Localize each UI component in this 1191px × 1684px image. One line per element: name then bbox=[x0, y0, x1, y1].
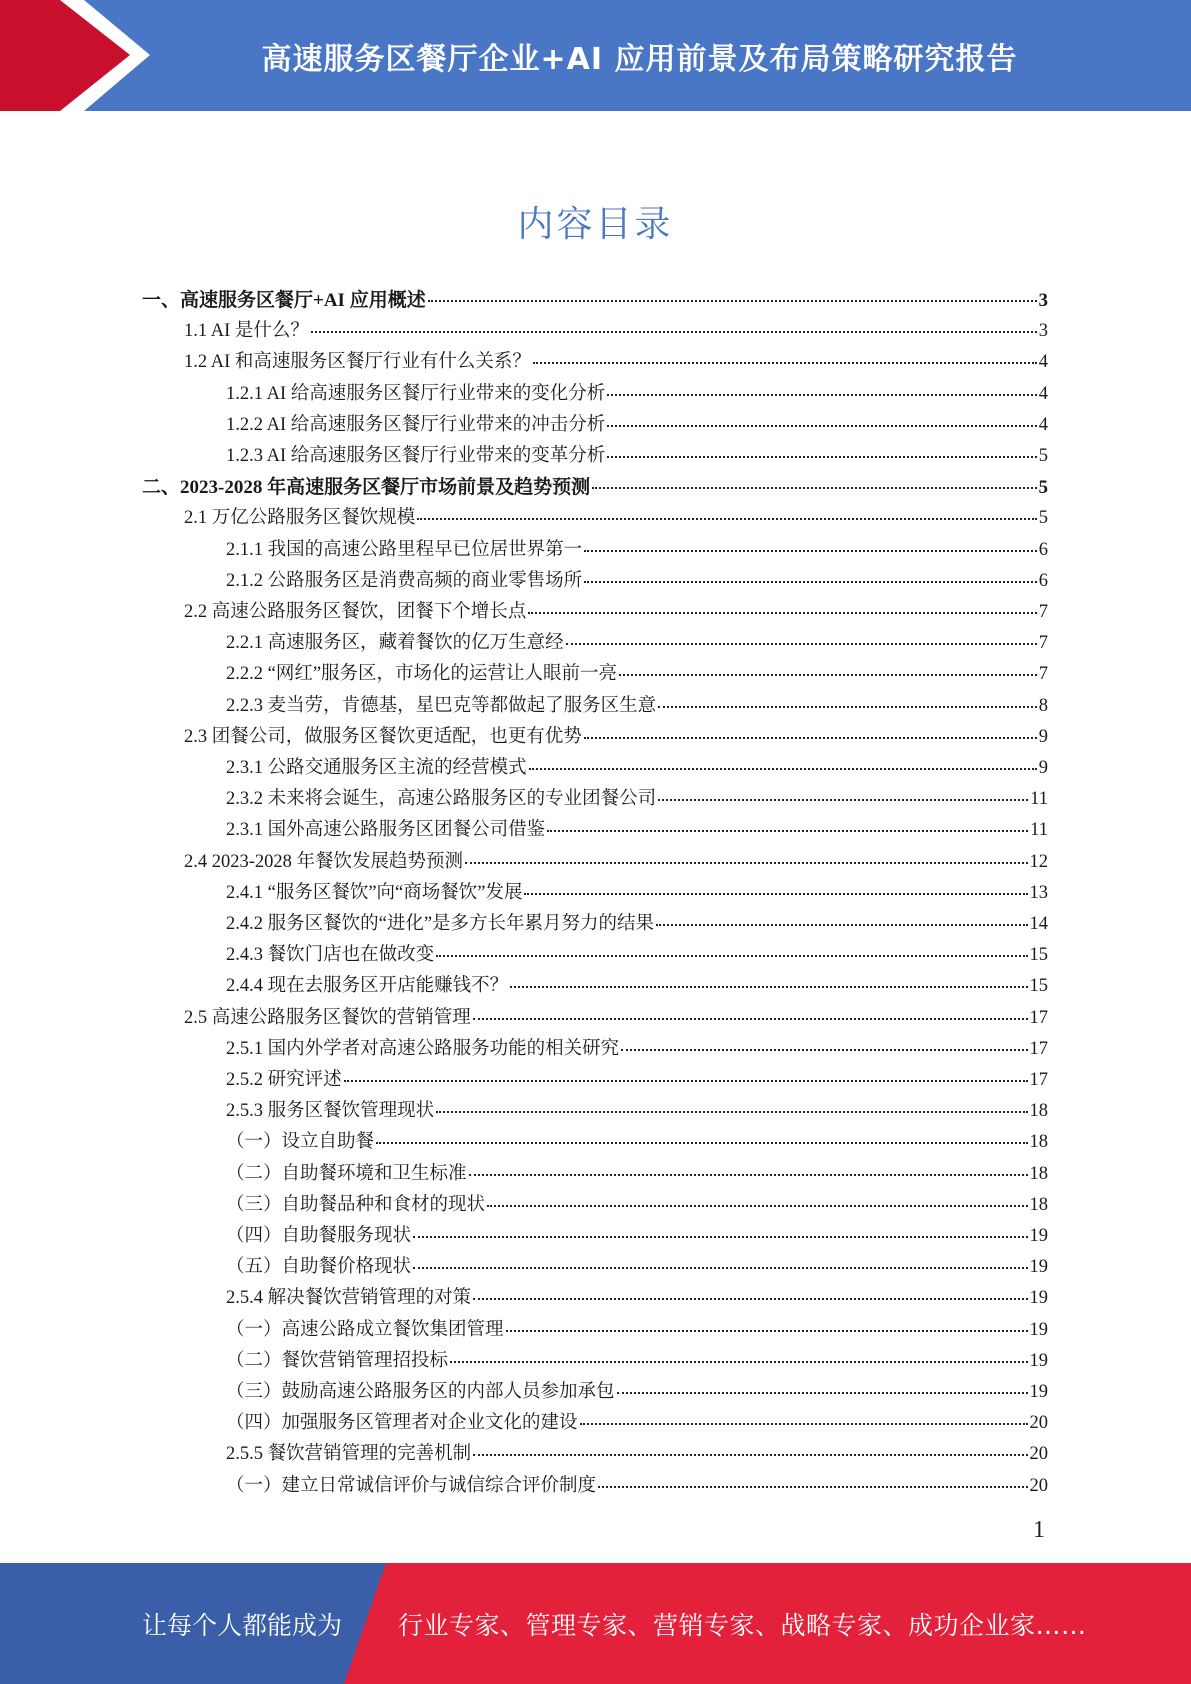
toc-entry-page: 20 bbox=[1029, 1475, 1048, 1496]
toc-entry-page: 15 bbox=[1029, 945, 1048, 966]
toc-entry-page: 19 bbox=[1029, 1382, 1048, 1402]
toc-entry[interactable] bbox=[226, 1221, 1048, 1252]
toc-entry-page: 18 bbox=[1029, 1132, 1048, 1153]
toc-entry-page: 19 bbox=[1029, 1319, 1048, 1340]
toc-entry-page: 7 bbox=[1038, 664, 1048, 685]
toc-entry[interactable] bbox=[226, 1190, 1048, 1221]
toc-entry-label: 2.2 高速公路服务区餐饮，团餐下个增长点 bbox=[184, 602, 527, 622]
toc-entry-label: 2.4.3 餐饮门店也在做改变 bbox=[226, 945, 435, 966]
toc-entry-page: 6 bbox=[1038, 539, 1048, 560]
report-title: 高速服务区餐厅企业+AI 应用前景及布局策略研究报告 bbox=[261, 41, 1018, 77]
toc-entry[interactable] bbox=[226, 410, 1048, 441]
toc-dot-leader bbox=[473, 1018, 1028, 1020]
toc-entry-page: 19 bbox=[1029, 1350, 1048, 1371]
toc-entry-label: 2.5.1 国内外学者对高速公路服务功能的相关研究 bbox=[226, 1038, 620, 1059]
toc-entry-label: （三）鼓励高速公路服务区的内部人员参加承包 bbox=[226, 1382, 615, 1402]
toc-entry[interactable] bbox=[226, 1315, 1048, 1346]
toc-entry-label: 2.5.2 研究评述 bbox=[226, 1070, 342, 1090]
toc-entry-page: 20 bbox=[1029, 1444, 1048, 1465]
toc-dot-leader bbox=[658, 799, 1028, 801]
toc-entry-label: （四）自助餐服务现状 bbox=[226, 1226, 412, 1246]
toc-entry[interactable] bbox=[226, 1471, 1048, 1502]
toc-dot-leader bbox=[465, 862, 1027, 864]
toc-entry-page: 5 bbox=[1038, 446, 1048, 466]
toc-entry-label: 2.3.1 国外高速公路服务区团餐公司借鉴 bbox=[226, 820, 546, 841]
toc-entry-label: 1.2.1 AI 给高速服务区餐厅行业带来的变化分析 bbox=[226, 383, 606, 404]
toc-entry-label: 2.2.3 麦当劳，肯德基，星巴克等都做起了服务区生意 bbox=[226, 695, 657, 716]
toc-entry-label: （二）自助餐环境和卫生标准 bbox=[226, 1163, 467, 1184]
toc-entry[interactable] bbox=[226, 691, 1048, 722]
toc-entry-label: 2.1.2 公路服务区是消费高频的商业零售场所 bbox=[226, 570, 583, 591]
toc-entry[interactable] bbox=[226, 1408, 1048, 1439]
toc-entry[interactable] bbox=[226, 971, 1048, 1002]
toc-entry-label: （一）设立自助餐 bbox=[226, 1132, 375, 1153]
toc-entry-label: 1.2.3 AI 给高速服务区餐厅行业带来的变革分析 bbox=[226, 446, 606, 466]
toc-entry-page: 11 bbox=[1030, 789, 1048, 810]
toc-entry-label: （四）加强服务区管理者对企业文化的建设 bbox=[226, 1413, 578, 1434]
toc-entry-label: 2.5.4 解决餐饮营销管理的对策 bbox=[226, 1288, 472, 1309]
toc-dot-leader bbox=[473, 1454, 1027, 1456]
footer-banner bbox=[0, 1563, 1191, 1684]
toc-entry-page: 18 bbox=[1029, 1101, 1048, 1122]
toc-entry[interactable] bbox=[226, 441, 1048, 472]
toc-entry-page: 19 bbox=[1029, 1257, 1048, 1278]
toc-dot-leader bbox=[487, 1205, 1027, 1207]
toc-entry[interactable] bbox=[226, 1034, 1048, 1065]
toc-dot-leader bbox=[413, 1236, 1027, 1238]
toc-dot-leader bbox=[658, 706, 1037, 708]
toc-entry-page: 18 bbox=[1029, 1194, 1048, 1215]
toc-entry[interactable] bbox=[184, 347, 1048, 378]
toc-dot-leader bbox=[473, 1298, 1027, 1300]
toc-entry[interactable] bbox=[226, 1439, 1048, 1470]
toc-entry-page: 13 bbox=[1029, 882, 1048, 903]
toc-entry[interactable] bbox=[226, 909, 1048, 940]
toc-dot-leader bbox=[621, 1049, 1027, 1051]
toc-entry-page: 5 bbox=[1038, 477, 1048, 499]
toc-dot-leader bbox=[428, 300, 1037, 302]
toc-entry-label: （一）高速公路成立餐饮集团管理 bbox=[226, 1319, 504, 1340]
toc-entry-page: 8 bbox=[1038, 695, 1048, 716]
footer-slogan-right: 行业专家、管理专家、营销专家、战略专家、成功企业家…… bbox=[398, 1610, 1087, 1640]
toc-dot-leader bbox=[584, 737, 1037, 739]
toc-entry[interactable] bbox=[184, 316, 1048, 347]
toc-entry-label: 1.1 AI 是什么？ bbox=[184, 321, 309, 342]
toc-entry[interactable] bbox=[226, 1377, 1048, 1408]
toc-entry[interactable] bbox=[184, 503, 1048, 534]
toc-entry[interactable] bbox=[226, 1127, 1048, 1158]
toc-entry[interactable] bbox=[226, 628, 1048, 659]
toc-dot-leader bbox=[436, 955, 1027, 957]
toc-entry[interactable] bbox=[226, 1346, 1048, 1377]
toc-dot-leader bbox=[619, 674, 1037, 676]
toc-dot-leader bbox=[607, 456, 1036, 458]
toc-entry-label: （二）餐饮营销管理招投标 bbox=[226, 1350, 449, 1371]
toc-dot-leader bbox=[344, 1080, 1028, 1082]
toc-entry-page: 15 bbox=[1029, 976, 1048, 997]
toc-entry[interactable] bbox=[226, 815, 1048, 846]
toc-entry[interactable] bbox=[226, 379, 1048, 410]
toc-entry[interactable] bbox=[226, 535, 1048, 566]
toc-entry[interactable] bbox=[226, 753, 1048, 784]
header-banner bbox=[0, 0, 1191, 111]
toc-entry-page: 19 bbox=[1029, 1226, 1048, 1246]
toc-dot-leader bbox=[376, 1142, 1027, 1144]
toc-entry-label: 二、2023-2028 年高速服务区餐厅市场前景及趋势预测 bbox=[142, 477, 591, 499]
toc-dot-leader bbox=[413, 1267, 1027, 1269]
toc-entry-label: （五）自助餐价格现状 bbox=[226, 1257, 412, 1278]
toc-entry-label: 2.1.1 我国的高速公路里程早已位居世界第一 bbox=[226, 539, 583, 560]
toc-dot-leader bbox=[469, 1174, 1028, 1176]
toc-entry-page: 17 bbox=[1029, 1007, 1048, 1028]
toc-entry[interactable] bbox=[226, 1252, 1048, 1283]
toc-entry-page: 18 bbox=[1029, 1163, 1048, 1184]
toc-entry-label: 2.4 2023-2028 年餐饮发展趋势预测 bbox=[184, 851, 464, 872]
toc-entry-label: 2.4.1 “服务区餐饮”向“商场餐饮”发展 bbox=[226, 882, 523, 903]
toc-dot-leader bbox=[592, 487, 1036, 489]
toc-entry-label: 2.5 高速公路服务区餐饮的营销管理 bbox=[184, 1007, 471, 1028]
toc-entry-label: 2.3.2 未来将会诞生，高速公路服务区的专业团餐公司 bbox=[226, 789, 657, 810]
toc-dot-leader bbox=[656, 924, 1027, 926]
toc-entry[interactable] bbox=[184, 1003, 1048, 1034]
toc-entry-label: 1.2.2 AI 给高速服务区餐厅行业带来的冲击分析 bbox=[226, 414, 606, 435]
toc-entry-label: 2.4.2 服务区餐饮的“进化”是多方长年累月努力的结果 bbox=[226, 914, 655, 934]
toc-dot-leader bbox=[533, 362, 1037, 364]
toc-entry-label: 2.2.1 高速服务区，藏着餐饮的亿万生意经 bbox=[226, 633, 564, 654]
toc-entry-page: 4 bbox=[1038, 352, 1048, 373]
toc-entry-page: 7 bbox=[1038, 633, 1048, 654]
toc-entry[interactable] bbox=[184, 722, 1048, 753]
toc-entry[interactable] bbox=[226, 566, 1048, 597]
toc-entry[interactable] bbox=[226, 659, 1048, 690]
toc-entry-label: 2.3.1 公路交通服务区主流的经营模式 bbox=[226, 758, 527, 778]
toc-entry[interactable] bbox=[226, 1096, 1048, 1127]
toc-dot-leader bbox=[450, 1361, 1027, 1363]
toc-entry-page: 17 bbox=[1029, 1038, 1048, 1059]
toc-entry-label: 2.5.3 服务区餐饮管理现状 bbox=[226, 1101, 435, 1122]
toc-entry-page: 17 bbox=[1029, 1070, 1048, 1090]
toc-dot-leader bbox=[529, 768, 1037, 770]
toc-entry-page: 9 bbox=[1038, 726, 1048, 747]
toc-entry-page: 3 bbox=[1038, 321, 1048, 342]
toc-entry-page: 4 bbox=[1038, 414, 1048, 435]
toc-dot-leader bbox=[584, 581, 1037, 583]
toc-entry-label: （一）建立日常诚信评价与诚信综合评价制度 bbox=[226, 1475, 597, 1496]
toc-entry-label: （三）自助餐品种和食材的现状 bbox=[226, 1194, 486, 1215]
toc-entry-page: 19 bbox=[1029, 1288, 1048, 1309]
toc-entry-page: 12 bbox=[1029, 851, 1048, 872]
toc-dot-leader bbox=[584, 550, 1037, 552]
toc-entry[interactable] bbox=[184, 597, 1048, 628]
toc-dot-leader bbox=[547, 830, 1028, 832]
toc-dot-leader bbox=[617, 1392, 1028, 1394]
toc-dot-leader bbox=[580, 1423, 1028, 1425]
toc-entry-page: 3 bbox=[1038, 290, 1048, 311]
toc-entry-label: 2.3 团餐公司，做服务区餐饮更适配，也更有优势 bbox=[184, 726, 582, 747]
toc-dot-leader bbox=[528, 612, 1036, 614]
toc-entry[interactable] bbox=[142, 285, 1048, 316]
toc-entry-label: 2.1 万亿公路服务区餐饮规模 bbox=[184, 508, 416, 529]
footer-slogan-left: 让每个人都能成为 bbox=[142, 1610, 343, 1640]
toc-dot-leader bbox=[417, 518, 1036, 520]
toc-entry-label: 2.4.4 现在去服务区开店能赚钱不？ bbox=[226, 976, 509, 997]
toc-entry[interactable] bbox=[226, 878, 1048, 909]
toc-entry[interactable] bbox=[226, 784, 1048, 815]
toc-entry-page: 11 bbox=[1030, 820, 1048, 841]
toc-dot-leader bbox=[510, 986, 1027, 988]
toc-dot-leader bbox=[311, 331, 1037, 333]
toc-entry[interactable] bbox=[142, 472, 1048, 503]
toc-entry-page: 6 bbox=[1038, 570, 1048, 591]
toc-entry[interactable] bbox=[184, 847, 1048, 878]
page-number: 1 bbox=[1033, 1517, 1045, 1543]
toc-entry-page: 14 bbox=[1029, 914, 1048, 934]
toc-entry-page: 7 bbox=[1038, 602, 1048, 622]
toc-heading: 内容目录 bbox=[517, 204, 674, 245]
toc-entry-label: 2.2.2 “网红”服务区，市场化的运营让人眼前一亮 bbox=[226, 664, 618, 685]
toc-entry-label: 一、高速服务区餐厅+AI 应用概述 bbox=[142, 290, 426, 311]
toc-dot-leader bbox=[506, 1330, 1028, 1332]
toc-dot-leader bbox=[607, 425, 1036, 427]
toc-entry-page: 4 bbox=[1038, 383, 1048, 404]
toc-entry[interactable] bbox=[226, 940, 1048, 971]
toc-entry-label: 2.5.5 餐饮营销管理的完善机制 bbox=[226, 1444, 472, 1465]
toc-entry[interactable] bbox=[226, 1283, 1048, 1314]
toc-dot-leader bbox=[566, 643, 1037, 645]
toc-entry[interactable] bbox=[226, 1065, 1048, 1096]
toc-dot-leader bbox=[598, 1486, 1027, 1488]
toc-entry-page: 20 bbox=[1029, 1413, 1048, 1434]
toc-entry-label: 1.2 AI 和高速服务区餐厅行业有什么关系？ bbox=[184, 352, 531, 373]
toc-dot-leader bbox=[607, 394, 1036, 396]
toc-dot-leader bbox=[436, 1111, 1027, 1113]
toc-entry[interactable] bbox=[226, 1159, 1048, 1190]
toc-entry-page: 9 bbox=[1038, 758, 1048, 778]
toc-entry-page: 5 bbox=[1038, 508, 1048, 529]
toc-dot-leader bbox=[524, 893, 1027, 895]
